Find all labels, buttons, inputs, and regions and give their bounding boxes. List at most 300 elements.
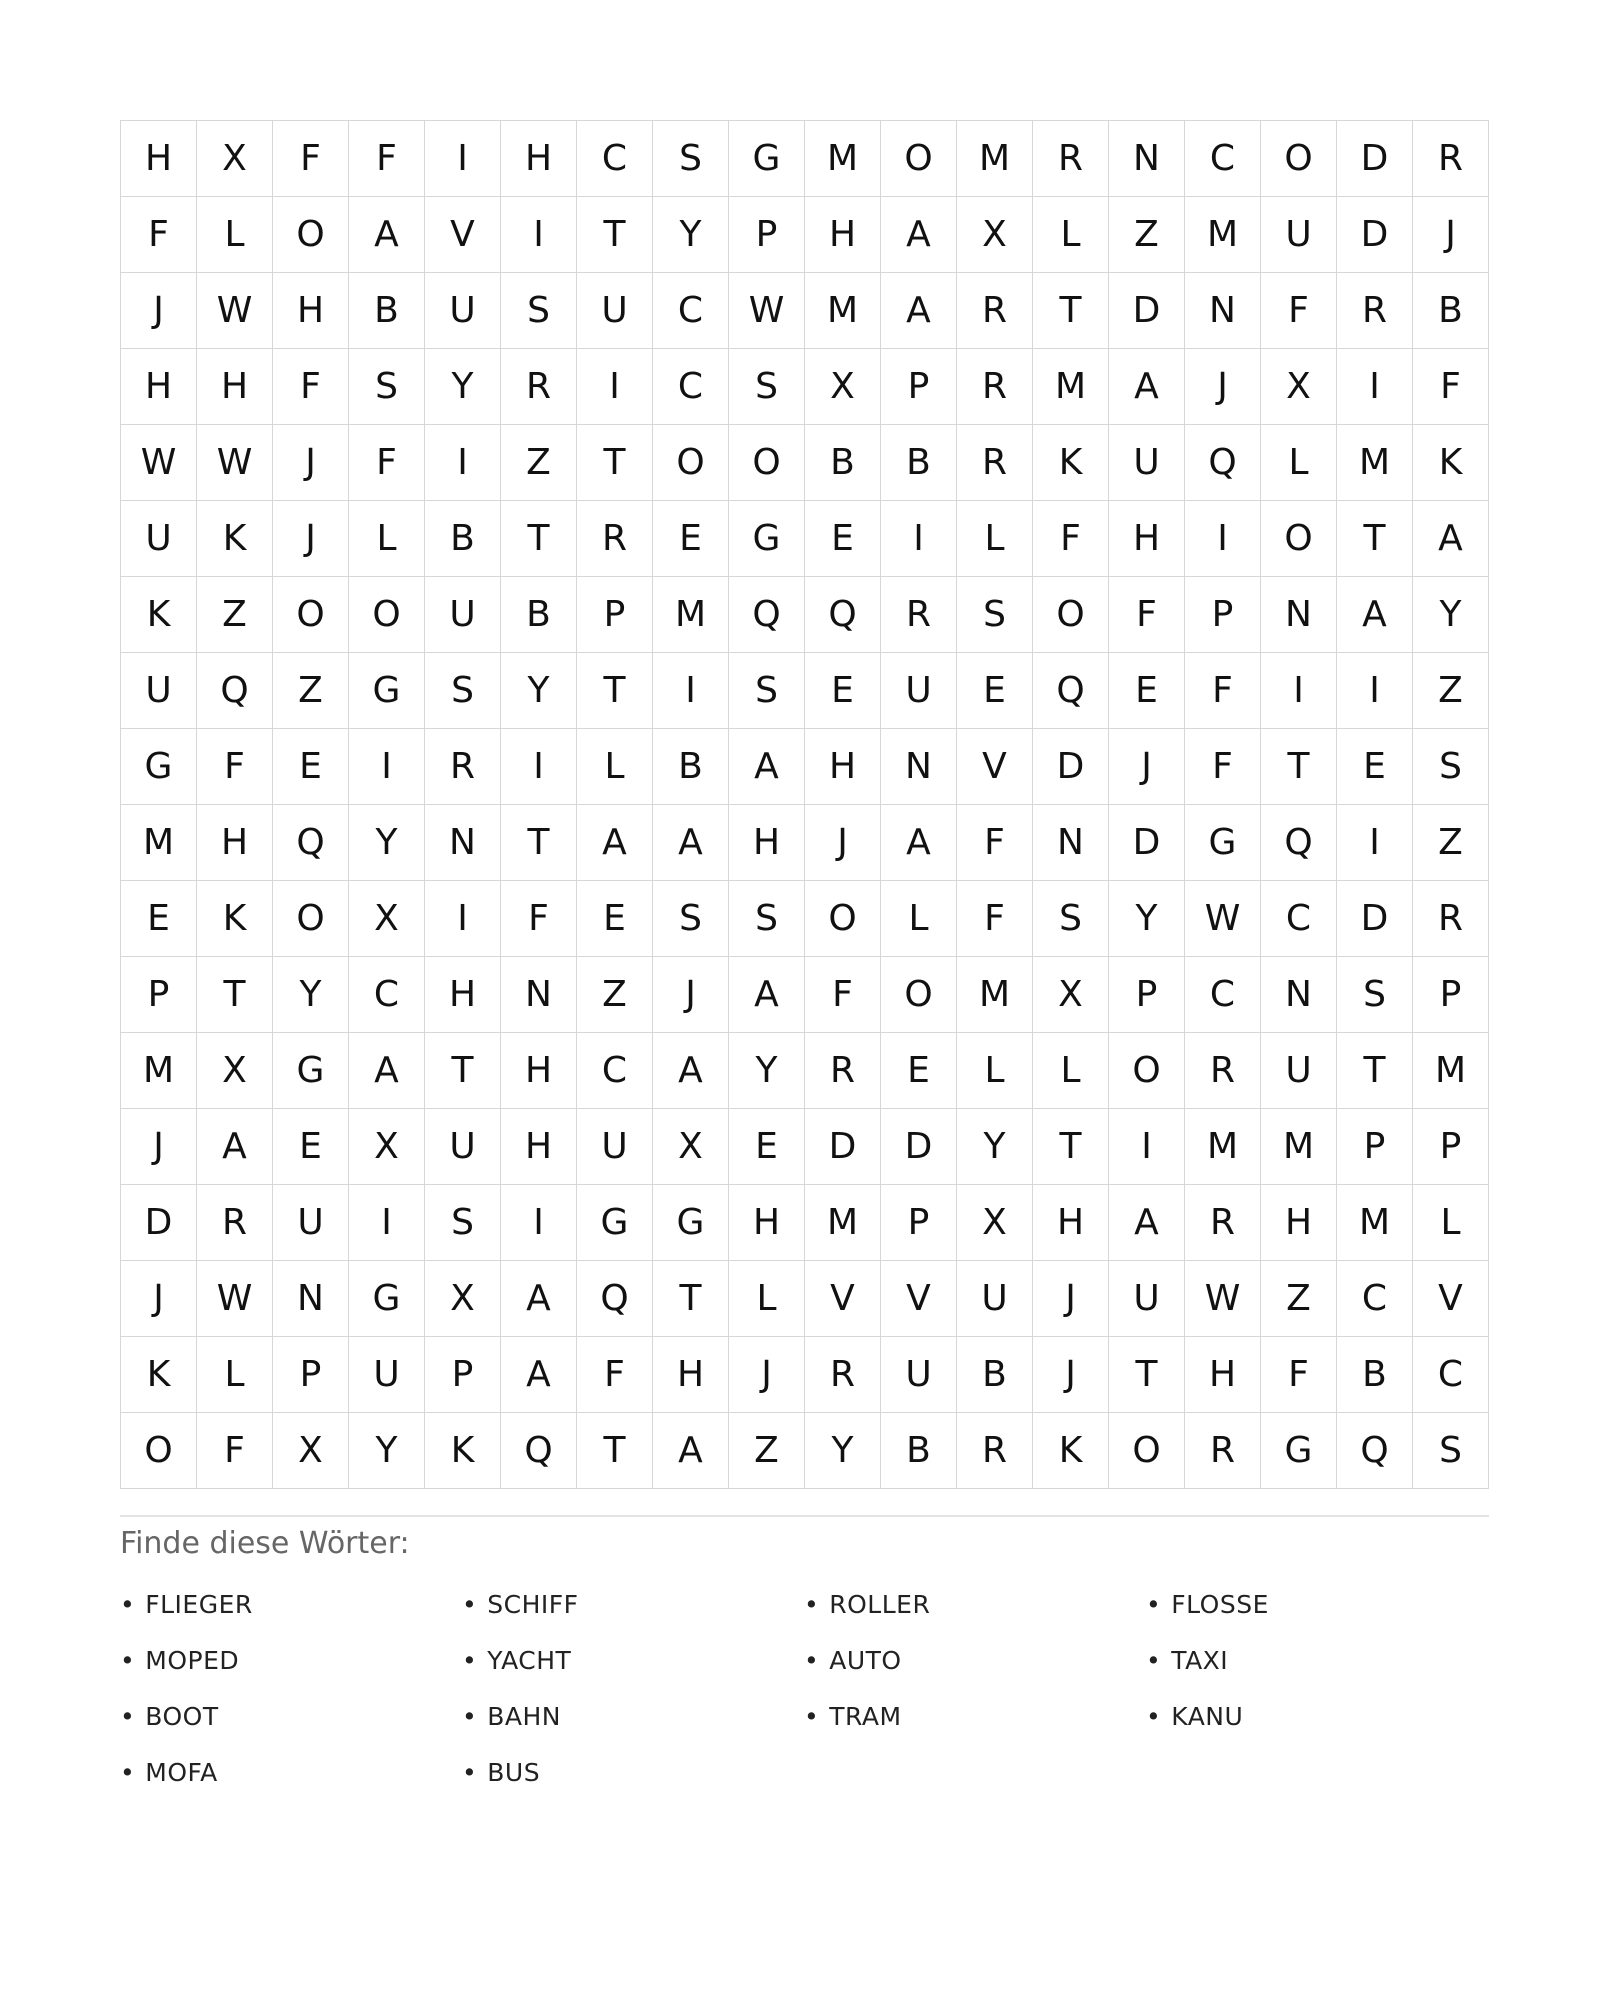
grid-cell[interactable]: F xyxy=(1413,349,1489,425)
grid-cell[interactable]: F xyxy=(1033,501,1109,577)
grid-cell[interactable]: U xyxy=(881,653,957,729)
grid-cell[interactable]: M xyxy=(1337,1185,1413,1261)
grid-cell[interactable]: A xyxy=(653,1413,729,1489)
grid-cell[interactable]: F xyxy=(1109,577,1185,653)
grid-cell[interactable]: T xyxy=(653,1261,729,1337)
grid-cell[interactable]: J xyxy=(1033,1337,1109,1413)
grid-cell[interactable]: F xyxy=(501,881,577,957)
grid-cell[interactable]: M xyxy=(1337,425,1413,501)
grid-cell[interactable]: P xyxy=(1337,1109,1413,1185)
grid-cell[interactable]: S xyxy=(1337,957,1413,1033)
grid-cell[interactable]: F xyxy=(121,197,197,273)
grid-cell[interactable]: H xyxy=(121,121,197,197)
grid-cell[interactable]: Q xyxy=(273,805,349,881)
grid-cell[interactable]: W xyxy=(121,425,197,501)
grid-cell[interactable]: A xyxy=(881,273,957,349)
grid-cell[interactable]: I xyxy=(425,881,501,957)
grid-cell[interactable]: A xyxy=(577,805,653,881)
grid-cell[interactable]: U xyxy=(425,577,501,653)
grid-cell[interactable]: Y xyxy=(1109,881,1185,957)
grid-cell[interactable]: D xyxy=(881,1109,957,1185)
grid-cell[interactable]: H xyxy=(273,273,349,349)
grid-cell[interactable]: P xyxy=(729,197,805,273)
grid-cell[interactable]: T xyxy=(577,653,653,729)
grid-cell[interactable]: I xyxy=(501,729,577,805)
grid-cell[interactable]: W xyxy=(1185,1261,1261,1337)
grid-cell[interactable]: G xyxy=(729,501,805,577)
grid-cell[interactable]: K xyxy=(1033,1413,1109,1489)
grid-cell[interactable]: J xyxy=(273,501,349,577)
grid-cell[interactable]: I xyxy=(653,653,729,729)
grid-cell[interactable]: J xyxy=(121,1109,197,1185)
grid-cell[interactable]: N xyxy=(273,1261,349,1337)
grid-cell[interactable]: O xyxy=(273,197,349,273)
grid-cell[interactable]: X xyxy=(349,881,425,957)
grid-cell[interactable]: M xyxy=(1033,349,1109,425)
grid-cell[interactable]: X xyxy=(957,197,1033,273)
grid-cell[interactable]: M xyxy=(121,1033,197,1109)
grid-cell[interactable]: G xyxy=(1261,1413,1337,1489)
grid-cell[interactable]: O xyxy=(805,881,881,957)
grid-cell[interactable]: T xyxy=(1033,1109,1109,1185)
grid-cell[interactable]: M xyxy=(1185,197,1261,273)
grid-cell[interactable]: S xyxy=(1413,1413,1489,1489)
grid-cell[interactable]: Z xyxy=(1109,197,1185,273)
grid-cell[interactable]: P xyxy=(881,1185,957,1261)
grid-cell[interactable]: X xyxy=(425,1261,501,1337)
grid-cell[interactable]: M xyxy=(653,577,729,653)
grid-cell[interactable]: Q xyxy=(1185,425,1261,501)
grid-cell[interactable]: G xyxy=(653,1185,729,1261)
grid-cell[interactable]: I xyxy=(1337,349,1413,425)
grid-cell[interactable]: T xyxy=(1109,1337,1185,1413)
grid-cell[interactable]: R xyxy=(577,501,653,577)
grid-cell[interactable]: A xyxy=(349,197,425,273)
grid-cell[interactable]: M xyxy=(957,121,1033,197)
grid-cell[interactable]: A xyxy=(1413,501,1489,577)
grid-cell[interactable]: F xyxy=(957,881,1033,957)
grid-cell[interactable]: A xyxy=(653,805,729,881)
grid-cell[interactable]: T xyxy=(197,957,273,1033)
grid-cell[interactable]: Z xyxy=(729,1413,805,1489)
grid-cell[interactable]: I xyxy=(1109,1109,1185,1185)
grid-cell[interactable]: H xyxy=(729,805,805,881)
grid-cell[interactable]: F xyxy=(349,425,425,501)
grid-cell[interactable]: A xyxy=(1109,1185,1185,1261)
grid-cell[interactable]: M xyxy=(805,121,881,197)
grid-cell[interactable]: S xyxy=(729,349,805,425)
grid-cell[interactable]: Y xyxy=(729,1033,805,1109)
grid-cell[interactable]: I xyxy=(349,729,425,805)
grid-cell[interactable]: S xyxy=(653,121,729,197)
grid-cell[interactable]: A xyxy=(1337,577,1413,653)
grid-cell[interactable]: E xyxy=(1109,653,1185,729)
grid-cell[interactable]: B xyxy=(349,273,425,349)
grid-cell[interactable]: G xyxy=(729,121,805,197)
grid-cell[interactable]: C xyxy=(653,349,729,425)
grid-cell[interactable]: O xyxy=(121,1413,197,1489)
grid-cell[interactable]: C xyxy=(1413,1337,1489,1413)
grid-cell[interactable]: R xyxy=(197,1185,273,1261)
grid-cell[interactable]: B xyxy=(881,1413,957,1489)
grid-cell[interactable]: S xyxy=(501,273,577,349)
grid-cell[interactable]: V xyxy=(425,197,501,273)
grid-cell[interactable]: W xyxy=(1185,881,1261,957)
grid-cell[interactable]: F xyxy=(197,729,273,805)
grid-cell[interactable]: T xyxy=(1337,501,1413,577)
grid-cell[interactable]: Z xyxy=(273,653,349,729)
grid-cell[interactable]: T xyxy=(577,425,653,501)
grid-cell[interactable]: W xyxy=(197,425,273,501)
grid-cell[interactable]: I xyxy=(1185,501,1261,577)
grid-cell[interactable]: N xyxy=(1261,577,1337,653)
grid-cell[interactable]: X xyxy=(1033,957,1109,1033)
grid-cell[interactable]: F xyxy=(805,957,881,1033)
grid-cell[interactable]: O xyxy=(273,577,349,653)
grid-cell[interactable]: Q xyxy=(197,653,273,729)
grid-cell[interactable]: F xyxy=(1261,273,1337,349)
grid-cell[interactable]: I xyxy=(1337,653,1413,729)
grid-cell[interactable]: D xyxy=(1109,805,1185,881)
grid-cell[interactable]: F xyxy=(349,121,425,197)
grid-cell[interactable]: H xyxy=(121,349,197,425)
grid-cell[interactable]: X xyxy=(197,121,273,197)
grid-cell[interactable]: T xyxy=(501,805,577,881)
grid-cell[interactable]: A xyxy=(501,1337,577,1413)
grid-cell[interactable]: F xyxy=(577,1337,653,1413)
grid-cell[interactable]: R xyxy=(425,729,501,805)
grid-cell[interactable]: Q xyxy=(1337,1413,1413,1489)
grid-cell[interactable]: T xyxy=(425,1033,501,1109)
grid-cell[interactable]: U xyxy=(1261,197,1337,273)
grid-cell[interactable]: S xyxy=(957,577,1033,653)
grid-cell[interactable]: E xyxy=(957,653,1033,729)
grid-cell[interactable]: G xyxy=(1185,805,1261,881)
grid-cell[interactable]: J xyxy=(653,957,729,1033)
grid-cell[interactable]: I xyxy=(425,121,501,197)
grid-cell[interactable]: A xyxy=(729,957,805,1033)
grid-cell[interactable]: A xyxy=(881,805,957,881)
grid-cell[interactable]: I xyxy=(501,1185,577,1261)
grid-cell[interactable]: U xyxy=(121,501,197,577)
grid-cell[interactable]: U xyxy=(349,1337,425,1413)
grid-cell[interactable]: T xyxy=(1033,273,1109,349)
grid-cell[interactable]: Q xyxy=(1033,653,1109,729)
grid-cell[interactable]: A xyxy=(653,1033,729,1109)
grid-cell[interactable]: N xyxy=(501,957,577,1033)
grid-cell[interactable]: V xyxy=(957,729,1033,805)
grid-cell[interactable]: T xyxy=(1337,1033,1413,1109)
grid-cell[interactable]: B xyxy=(881,425,957,501)
grid-cell[interactable]: J xyxy=(1185,349,1261,425)
grid-cell[interactable]: P xyxy=(273,1337,349,1413)
grid-cell[interactable]: S xyxy=(729,881,805,957)
grid-cell[interactable]: L xyxy=(881,881,957,957)
grid-cell[interactable]: Z xyxy=(1413,805,1489,881)
grid-cell[interactable]: M xyxy=(805,1185,881,1261)
grid-cell[interactable]: C xyxy=(349,957,425,1033)
grid-cell[interactable]: Z xyxy=(577,957,653,1033)
grid-cell[interactable]: O xyxy=(729,425,805,501)
grid-cell[interactable]: U xyxy=(1109,425,1185,501)
grid-cell[interactable]: M xyxy=(1261,1109,1337,1185)
grid-cell[interactable]: F xyxy=(197,1413,273,1489)
grid-cell[interactable]: J xyxy=(273,425,349,501)
grid-cell[interactable]: X xyxy=(349,1109,425,1185)
grid-cell[interactable]: B xyxy=(1337,1337,1413,1413)
grid-cell[interactable]: E xyxy=(805,501,881,577)
grid-cell[interactable]: B xyxy=(653,729,729,805)
grid-cell[interactable]: C xyxy=(1185,121,1261,197)
grid-cell[interactable]: E xyxy=(273,1109,349,1185)
grid-cell[interactable]: N xyxy=(1261,957,1337,1033)
grid-cell[interactable]: X xyxy=(197,1033,273,1109)
grid-cell[interactable]: X xyxy=(273,1413,349,1489)
grid-cell[interactable]: A xyxy=(501,1261,577,1337)
grid-cell[interactable]: C xyxy=(577,121,653,197)
grid-cell[interactable]: R xyxy=(957,349,1033,425)
grid-cell[interactable]: G xyxy=(273,1033,349,1109)
grid-cell[interactable]: H xyxy=(653,1337,729,1413)
grid-cell[interactable]: T xyxy=(577,197,653,273)
grid-cell[interactable]: C xyxy=(1261,881,1337,957)
grid-cell[interactable]: E xyxy=(653,501,729,577)
grid-cell[interactable]: U xyxy=(577,1109,653,1185)
grid-cell[interactable]: G xyxy=(349,1261,425,1337)
grid-cell[interactable]: Z xyxy=(1413,653,1489,729)
grid-cell[interactable]: I xyxy=(501,197,577,273)
grid-cell[interactable]: P xyxy=(121,957,197,1033)
grid-cell[interactable]: P xyxy=(577,577,653,653)
grid-cell[interactable]: Q xyxy=(805,577,881,653)
grid-cell[interactable]: I xyxy=(1261,653,1337,729)
grid-cell[interactable]: A xyxy=(729,729,805,805)
grid-cell[interactable]: J xyxy=(121,273,197,349)
grid-cell[interactable]: R xyxy=(1033,121,1109,197)
grid-cell[interactable]: H xyxy=(1261,1185,1337,1261)
grid-cell[interactable]: B xyxy=(957,1337,1033,1413)
grid-cell[interactable]: D xyxy=(805,1109,881,1185)
grid-cell[interactable]: A xyxy=(881,197,957,273)
grid-cell[interactable]: L xyxy=(957,1033,1033,1109)
grid-cell[interactable]: U xyxy=(881,1337,957,1413)
grid-cell[interactable]: Y xyxy=(805,1413,881,1489)
grid-cell[interactable]: S xyxy=(1413,729,1489,805)
grid-cell[interactable]: P xyxy=(1109,957,1185,1033)
grid-cell[interactable]: R xyxy=(1185,1185,1261,1261)
grid-cell[interactable]: L xyxy=(1033,197,1109,273)
grid-cell[interactable]: O xyxy=(273,881,349,957)
grid-cell[interactable]: J xyxy=(121,1261,197,1337)
grid-cell[interactable]: C xyxy=(577,1033,653,1109)
grid-cell[interactable]: H xyxy=(501,121,577,197)
grid-cell[interactable]: S xyxy=(349,349,425,425)
grid-cell[interactable]: Q xyxy=(729,577,805,653)
grid-cell[interactable]: Y xyxy=(349,805,425,881)
grid-cell[interactable]: N xyxy=(881,729,957,805)
grid-cell[interactable]: G xyxy=(121,729,197,805)
grid-cell[interactable]: O xyxy=(1261,121,1337,197)
grid-cell[interactable]: O xyxy=(881,121,957,197)
grid-cell[interactable]: K xyxy=(1033,425,1109,501)
grid-cell[interactable]: Y xyxy=(425,349,501,425)
grid-cell[interactable]: H xyxy=(501,1109,577,1185)
grid-cell[interactable]: O xyxy=(1109,1413,1185,1489)
grid-cell[interactable]: R xyxy=(501,349,577,425)
grid-cell[interactable]: E xyxy=(577,881,653,957)
grid-cell[interactable]: E xyxy=(1337,729,1413,805)
grid-cell[interactable]: K xyxy=(197,881,273,957)
grid-cell[interactable]: H xyxy=(805,729,881,805)
grid-cell[interactable]: J xyxy=(805,805,881,881)
grid-cell[interactable]: N xyxy=(425,805,501,881)
grid-cell[interactable]: V xyxy=(1413,1261,1489,1337)
grid-cell[interactable]: H xyxy=(1033,1185,1109,1261)
grid-cell[interactable]: R xyxy=(1413,881,1489,957)
grid-cell[interactable]: B xyxy=(1413,273,1489,349)
grid-cell[interactable]: R xyxy=(805,1337,881,1413)
grid-cell[interactable]: L xyxy=(957,501,1033,577)
grid-cell[interactable]: Q xyxy=(501,1413,577,1489)
grid-cell[interactable]: T xyxy=(577,1413,653,1489)
grid-cell[interactable]: C xyxy=(1185,957,1261,1033)
grid-cell[interactable]: S xyxy=(425,653,501,729)
grid-cell[interactable]: I xyxy=(425,425,501,501)
grid-cell[interactable]: D xyxy=(1109,273,1185,349)
grid-cell[interactable]: Y xyxy=(349,1413,425,1489)
grid-cell[interactable]: R xyxy=(805,1033,881,1109)
grid-cell[interactable]: W xyxy=(197,1261,273,1337)
grid-cell[interactable]: R xyxy=(957,425,1033,501)
grid-cell[interactable]: Y xyxy=(273,957,349,1033)
grid-cell[interactable]: U xyxy=(121,653,197,729)
grid-cell[interactable]: S xyxy=(1033,881,1109,957)
grid-cell[interactable]: S xyxy=(729,653,805,729)
grid-cell[interactable]: K xyxy=(425,1413,501,1489)
grid-cell[interactable]: T xyxy=(501,501,577,577)
grid-cell[interactable]: I xyxy=(881,501,957,577)
grid-cell[interactable]: F xyxy=(273,121,349,197)
grid-cell[interactable]: O xyxy=(1109,1033,1185,1109)
grid-cell[interactable]: F xyxy=(273,349,349,425)
grid-cell[interactable]: E xyxy=(121,881,197,957)
grid-cell[interactable]: D xyxy=(1033,729,1109,805)
grid-cell[interactable]: H xyxy=(729,1185,805,1261)
grid-cell[interactable]: O xyxy=(653,425,729,501)
grid-cell[interactable]: H xyxy=(197,349,273,425)
grid-cell[interactable]: B xyxy=(501,577,577,653)
grid-cell[interactable]: M xyxy=(957,957,1033,1033)
grid-cell[interactable]: M xyxy=(1413,1033,1489,1109)
grid-cell[interactable]: R xyxy=(1185,1033,1261,1109)
grid-cell[interactable]: R xyxy=(1185,1413,1261,1489)
grid-cell[interactable]: C xyxy=(1337,1261,1413,1337)
grid-cell[interactable]: P xyxy=(881,349,957,425)
grid-cell[interactable]: P xyxy=(1185,577,1261,653)
grid-cell[interactable]: G xyxy=(349,653,425,729)
grid-cell[interactable]: L xyxy=(1413,1185,1489,1261)
grid-cell[interactable]: J xyxy=(1413,197,1489,273)
grid-cell[interactable]: L xyxy=(197,197,273,273)
grid-cell[interactable]: H xyxy=(197,805,273,881)
grid-cell[interactable]: N xyxy=(1185,273,1261,349)
grid-cell[interactable]: E xyxy=(805,653,881,729)
grid-cell[interactable]: U xyxy=(1261,1033,1337,1109)
grid-cell[interactable]: U xyxy=(1109,1261,1185,1337)
grid-cell[interactable]: H xyxy=(501,1033,577,1109)
grid-cell[interactable]: M xyxy=(805,273,881,349)
grid-cell[interactable]: Y xyxy=(501,653,577,729)
grid-cell[interactable]: S xyxy=(425,1185,501,1261)
grid-cell[interactable]: P xyxy=(1413,1109,1489,1185)
grid-cell[interactable]: I xyxy=(577,349,653,425)
grid-cell[interactable]: E xyxy=(881,1033,957,1109)
grid-cell[interactable]: R xyxy=(1413,121,1489,197)
grid-cell[interactable]: Q xyxy=(1261,805,1337,881)
grid-cell[interactable]: P xyxy=(425,1337,501,1413)
grid-cell[interactable]: E xyxy=(273,729,349,805)
grid-cell[interactable]: R xyxy=(1337,273,1413,349)
grid-cell[interactable]: L xyxy=(729,1261,805,1337)
grid-cell[interactable]: X xyxy=(1261,349,1337,425)
grid-cell[interactable]: J xyxy=(1109,729,1185,805)
grid-cell[interactable]: U xyxy=(425,273,501,349)
grid-cell[interactable]: D xyxy=(1337,881,1413,957)
grid-cell[interactable]: X xyxy=(805,349,881,425)
grid-cell[interactable]: L xyxy=(577,729,653,805)
grid-cell[interactable]: I xyxy=(349,1185,425,1261)
grid-cell[interactable]: Y xyxy=(957,1109,1033,1185)
grid-cell[interactable]: N xyxy=(1109,121,1185,197)
grid-cell[interactable]: H xyxy=(1109,501,1185,577)
grid-cell[interactable]: D xyxy=(121,1185,197,1261)
grid-cell[interactable]: A xyxy=(1109,349,1185,425)
grid-cell[interactable]: U xyxy=(273,1185,349,1261)
grid-cell[interactable]: N xyxy=(1033,805,1109,881)
grid-cell[interactable]: M xyxy=(1185,1109,1261,1185)
grid-cell[interactable]: L xyxy=(197,1337,273,1413)
grid-cell[interactable]: E xyxy=(729,1109,805,1185)
grid-cell[interactable]: I xyxy=(1337,805,1413,881)
grid-cell[interactable]: R xyxy=(957,1413,1033,1489)
grid-cell[interactable]: Z xyxy=(1261,1261,1337,1337)
grid-cell[interactable]: F xyxy=(1261,1337,1337,1413)
grid-cell[interactable]: V xyxy=(805,1261,881,1337)
grid-cell[interactable]: R xyxy=(957,273,1033,349)
grid-cell[interactable]: K xyxy=(121,1337,197,1413)
grid-cell[interactable]: G xyxy=(577,1185,653,1261)
grid-cell[interactable]: J xyxy=(729,1337,805,1413)
grid-cell[interactable]: R xyxy=(881,577,957,653)
grid-cell[interactable]: V xyxy=(881,1261,957,1337)
grid-cell[interactable]: O xyxy=(881,957,957,1033)
grid-cell[interactable]: K xyxy=(121,577,197,653)
grid-cell[interactable]: Y xyxy=(653,197,729,273)
grid-cell[interactable]: F xyxy=(1185,729,1261,805)
grid-cell[interactable]: H xyxy=(425,957,501,1033)
grid-cell[interactable]: Y xyxy=(1413,577,1489,653)
grid-cell[interactable]: F xyxy=(1185,653,1261,729)
grid-cell[interactable]: C xyxy=(653,273,729,349)
grid-cell[interactable]: B xyxy=(425,501,501,577)
grid-cell[interactable]: Z xyxy=(501,425,577,501)
grid-cell[interactable]: U xyxy=(957,1261,1033,1337)
grid-cell[interactable]: S xyxy=(653,881,729,957)
grid-cell[interactable]: T xyxy=(1261,729,1337,805)
grid-cell[interactable]: Q xyxy=(577,1261,653,1337)
grid-cell[interactable]: J xyxy=(1033,1261,1109,1337)
grid-cell[interactable]: U xyxy=(577,273,653,349)
